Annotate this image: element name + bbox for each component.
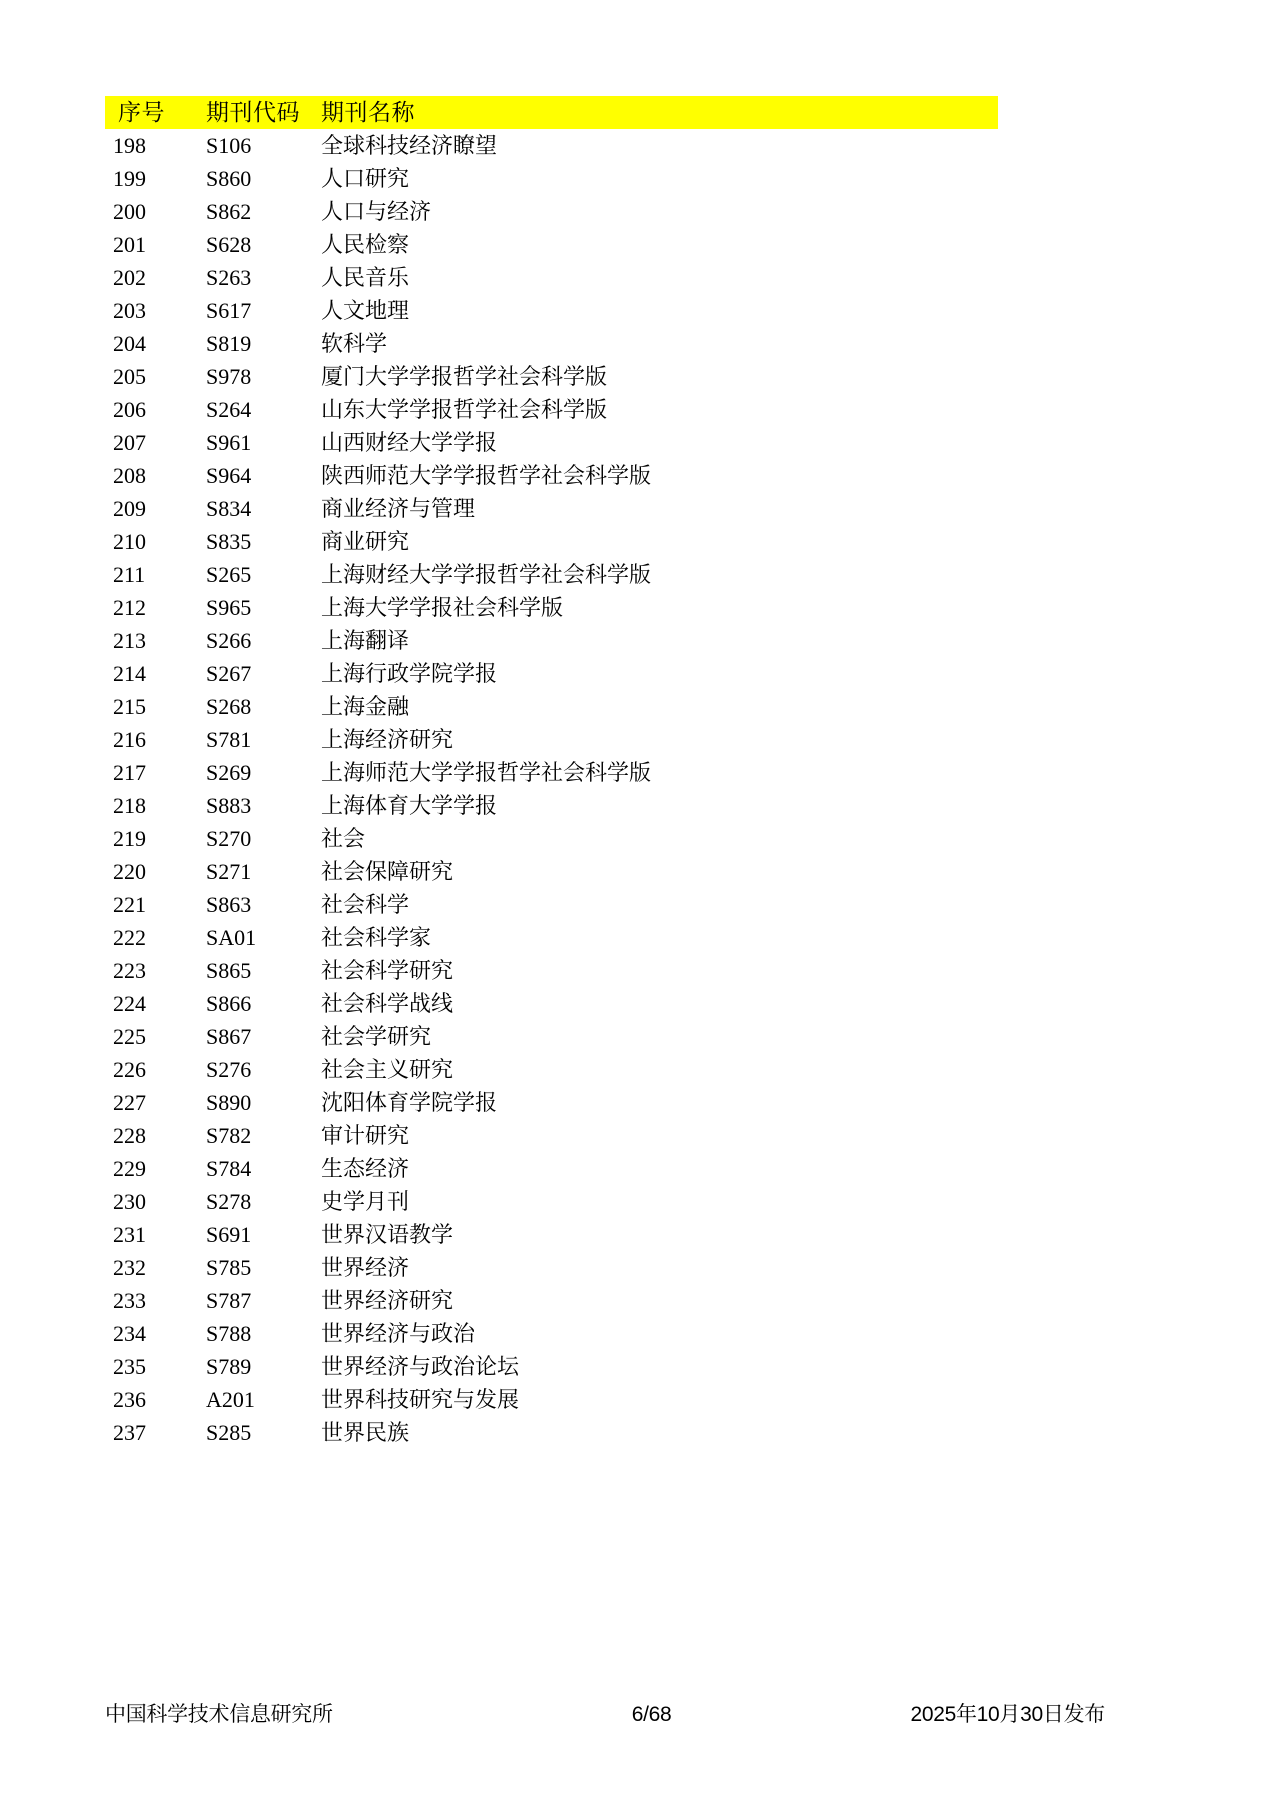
cell-journal-code: A201	[206, 1387, 255, 1412]
table-row	[105, 624, 998, 657]
cell-journal-name: 社会科学家	[321, 925, 432, 950]
cell-journal-name: 社会保障研究	[321, 859, 454, 884]
cell-journal-name: 世界经济研究	[321, 1288, 454, 1313]
table-row	[105, 1185, 998, 1218]
cell-journal-name: 人民音乐	[321, 265, 410, 290]
cell-no: 199	[113, 166, 146, 191]
cell-journal-code: S691	[206, 1222, 252, 1247]
cell-no: 225	[113, 1024, 146, 1049]
cell-journal-name: 社会科学战线	[321, 991, 454, 1016]
table-row	[105, 228, 998, 261]
cell-journal-name: 商业经济与管理	[321, 496, 476, 521]
cell-no: 214	[113, 661, 146, 686]
cell-journal-name: 商业研究	[321, 529, 410, 554]
cell-journal-code: S866	[206, 991, 252, 1016]
table-row	[105, 558, 998, 591]
cell-journal-code: S781	[206, 727, 252, 752]
cell-journal-name: 山西财经大学学报	[321, 430, 498, 455]
cell-no: 206	[113, 397, 146, 422]
table-body	[105, 129, 998, 1449]
cell-no: 218	[113, 793, 146, 818]
cell-journal-name: 厦门大学学报哲学社会科学版	[321, 364, 608, 389]
table-row	[105, 921, 998, 954]
cell-journal-code: S271	[206, 859, 252, 884]
cell-journal-code: S266	[206, 628, 252, 653]
table-row	[105, 393, 998, 426]
table-row	[105, 261, 998, 294]
page-footer	[105, 1700, 1105, 1730]
cell-no: 210	[113, 529, 146, 554]
cell-journal-name: 上海行政学院学报	[321, 661, 498, 686]
cell-journal-name: 上海金融	[321, 694, 410, 719]
cell-no: 235	[113, 1354, 146, 1379]
column-header-no: 序号	[105, 96, 206, 129]
table-row	[105, 954, 998, 987]
journal-table	[105, 96, 998, 1449]
cell-journal-code: S964	[206, 463, 252, 488]
cell-journal-name: 上海大学学报社会科学版	[321, 595, 564, 620]
cell-no: 222	[113, 925, 146, 950]
table-row	[105, 1086, 998, 1119]
cell-journal-name: 山东大学学报哲学社会科学版	[321, 397, 608, 422]
table-row	[105, 657, 998, 690]
cell-journal-name: 世界汉语教学	[321, 1222, 454, 1247]
cell-no: 221	[113, 892, 146, 917]
table-row	[105, 1053, 998, 1086]
cell-no: 213	[113, 628, 146, 653]
cell-journal-code: S834	[206, 496, 252, 521]
table-row	[105, 690, 998, 723]
journal-list-content	[105, 96, 1175, 1449]
cell-no: 227	[113, 1090, 146, 1115]
table-row	[105, 327, 998, 360]
footer-publish-date: 2025年10月30日发布	[910, 1703, 1105, 1726]
cell-journal-name: 上海经济研究	[321, 727, 454, 752]
cell-journal-name: 上海财经大学学报哲学社会科学版	[321, 562, 652, 587]
table-row	[105, 426, 998, 459]
cell-no: 216	[113, 727, 146, 752]
cell-no: 236	[113, 1387, 146, 1412]
cell-journal-code: S865	[206, 958, 252, 983]
table-row	[105, 294, 998, 327]
cell-journal-code: S789	[206, 1354, 252, 1379]
cell-journal-name: 人民检察	[321, 232, 410, 257]
cell-no: 219	[113, 826, 146, 851]
table-row	[105, 1020, 998, 1053]
cell-no: 224	[113, 991, 146, 1016]
cell-journal-code: S862	[206, 199, 252, 224]
cell-no: 215	[113, 694, 146, 719]
cell-no: 228	[113, 1123, 146, 1148]
cell-no: 202	[113, 265, 146, 290]
cell-journal-code: S787	[206, 1288, 252, 1313]
cell-journal-code: S276	[206, 1057, 252, 1082]
cell-journal-name: 社会学研究	[321, 1024, 432, 1049]
table-row	[105, 1218, 998, 1251]
cell-no: 237	[113, 1420, 146, 1445]
cell-no: 203	[113, 298, 146, 323]
cell-journal-code: S278	[206, 1189, 252, 1214]
cell-journal-name: 社会科学研究	[321, 958, 454, 983]
cell-journal-code: S270	[206, 826, 252, 851]
cell-journal-name: 生态经济	[321, 1156, 410, 1181]
cell-journal-name: 沈阳体育学院学报	[321, 1090, 498, 1115]
cell-no: 209	[113, 496, 146, 521]
cell-journal-code: S628	[206, 232, 252, 257]
cell-journal-name: 陕西师范大学学报哲学社会科学版	[321, 463, 652, 488]
cell-no: 205	[113, 364, 146, 389]
cell-no: 231	[113, 1222, 146, 1247]
cell-journal-code: S867	[206, 1024, 252, 1049]
table-row	[105, 1416, 998, 1449]
table-row	[105, 1383, 998, 1416]
cell-no: 211	[113, 562, 146, 587]
cell-no: 232	[113, 1255, 146, 1280]
table-row	[105, 756, 998, 789]
cell-journal-name: 世界民族	[321, 1420, 410, 1445]
column-header-name: 期刊名称	[321, 96, 998, 129]
cell-journal-code: S883	[206, 793, 252, 818]
cell-journal-code: S860	[206, 166, 252, 191]
cell-journal-code: S961	[206, 430, 252, 455]
table-row	[105, 1284, 998, 1317]
table-header-row	[105, 96, 998, 129]
cell-journal-code: S978	[206, 364, 252, 389]
cell-journal-code: S268	[206, 694, 252, 719]
table-row	[105, 789, 998, 822]
table-row	[105, 162, 998, 195]
cell-no: 201	[113, 232, 146, 257]
cell-journal-code: S267	[206, 661, 252, 686]
cell-journal-code: SA01	[206, 925, 257, 950]
cell-no: 204	[113, 331, 146, 356]
cell-journal-code: S617	[206, 298, 252, 323]
cell-journal-name: 世界经济与政治论坛	[321, 1354, 520, 1379]
cell-journal-code: S263	[206, 265, 252, 290]
cell-no: 220	[113, 859, 146, 884]
cell-journal-name: 世界经济	[321, 1255, 410, 1280]
cell-journal-code: S106	[206, 133, 252, 158]
cell-journal-code: S784	[206, 1156, 252, 1181]
cell-journal-code: S782	[206, 1123, 252, 1148]
cell-no: 226	[113, 1057, 146, 1082]
cell-journal-name: 上海师范大学学报哲学社会科学版	[321, 760, 652, 785]
table-row	[105, 987, 998, 1020]
cell-journal-name: 史学月刊	[321, 1189, 410, 1214]
footer-page-number: 6/68	[631, 1703, 672, 1726]
cell-journal-code: S264	[206, 397, 252, 422]
cell-journal-name: 人口与经济	[321, 199, 432, 224]
table-row	[105, 723, 998, 756]
cell-journal-code: S265	[206, 562, 252, 587]
cell-no: 212	[113, 595, 146, 620]
cell-no: 223	[113, 958, 146, 983]
table-row	[105, 360, 998, 393]
cell-journal-name: 人口研究	[321, 166, 410, 191]
cell-no: 200	[113, 199, 146, 224]
cell-journal-code: S269	[206, 760, 252, 785]
column-header-code: 期刊代码	[206, 96, 321, 129]
cell-journal-code: S835	[206, 529, 252, 554]
table-row	[105, 459, 998, 492]
cell-journal-code: S785	[206, 1255, 252, 1280]
cell-no: 198	[113, 133, 146, 158]
cell-journal-code: S965	[206, 595, 252, 620]
table-row	[105, 855, 998, 888]
cell-journal-name: 软科学	[321, 331, 388, 356]
cell-journal-name: 审计研究	[321, 1123, 410, 1148]
cell-journal-name: 世界科技研究与发展	[321, 1387, 520, 1412]
cell-journal-code: S890	[206, 1090, 252, 1115]
cell-journal-name: 社会主义研究	[321, 1057, 454, 1082]
cell-no: 233	[113, 1288, 146, 1313]
table-row	[105, 1251, 998, 1284]
cell-journal-code: S863	[206, 892, 252, 917]
table-row	[105, 888, 998, 921]
cell-journal-name: 人文地理	[321, 298, 410, 323]
cell-journal-code: S285	[206, 1420, 252, 1445]
cell-journal-code: S788	[206, 1321, 252, 1346]
table-row	[105, 1119, 998, 1152]
cell-journal-name: 社会	[321, 826, 366, 851]
cell-no: 229	[113, 1156, 146, 1181]
table-row	[105, 525, 998, 558]
cell-journal-name: 社会科学	[321, 892, 410, 917]
cell-journal-name: 世界经济与政治	[321, 1321, 476, 1346]
footer-organization: 中国科学技术信息研究所	[105, 1703, 333, 1726]
cell-no: 230	[113, 1189, 146, 1214]
table-row	[105, 492, 998, 525]
cell-no: 207	[113, 430, 146, 455]
cell-no: 217	[113, 760, 146, 785]
table-row	[105, 1350, 998, 1383]
table-row	[105, 195, 998, 228]
table-row	[105, 129, 998, 162]
table-header	[105, 96, 998, 129]
cell-journal-name: 全球科技经济瞭望	[321, 133, 498, 158]
cell-no: 234	[113, 1321, 146, 1346]
table-row	[105, 1152, 998, 1185]
cell-journal-name: 上海翻译	[321, 628, 410, 653]
cell-journal-name: 上海体育大学学报	[321, 793, 498, 818]
table-row	[105, 822, 998, 855]
table-row	[105, 591, 998, 624]
cell-no: 208	[113, 463, 146, 488]
table-row	[105, 1317, 998, 1350]
cell-journal-code: S819	[206, 331, 252, 356]
